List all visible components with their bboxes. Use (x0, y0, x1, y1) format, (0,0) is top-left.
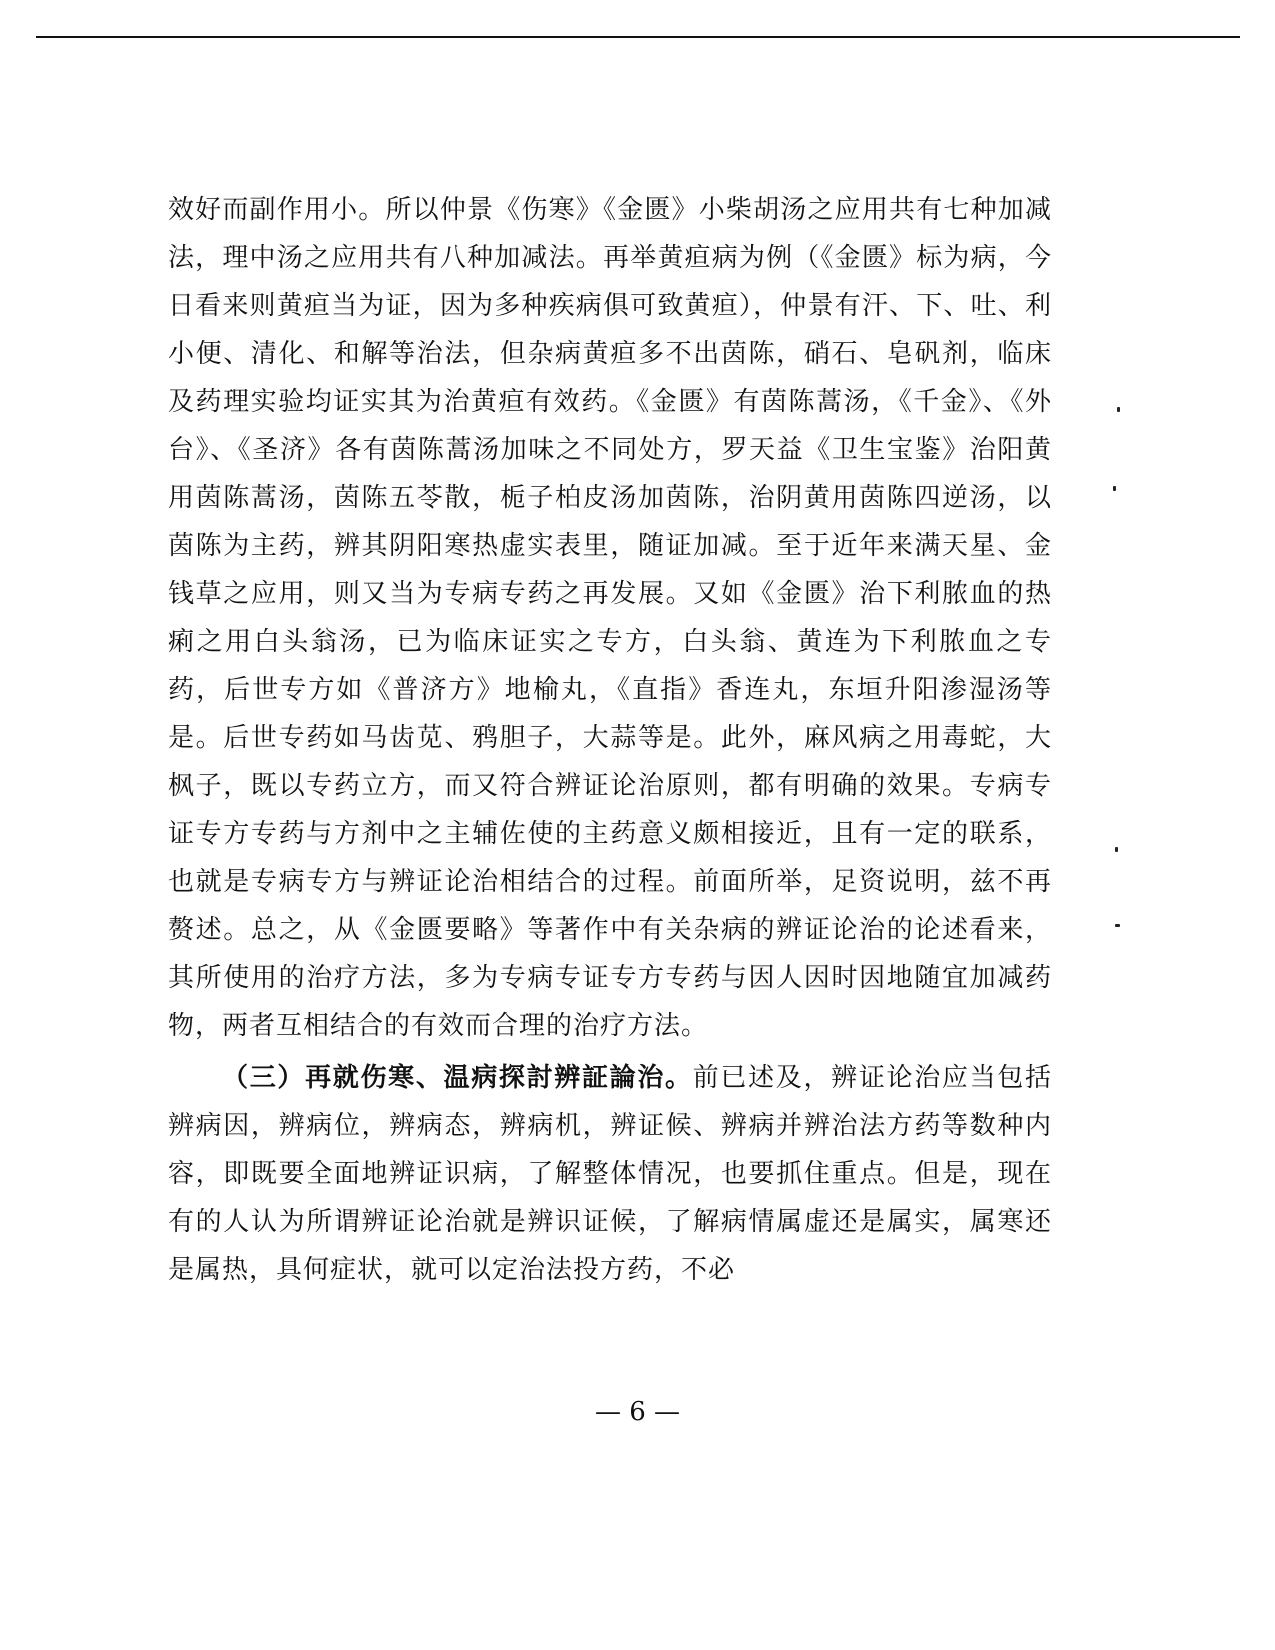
paragraph: 效好而副作用小。所以仲景《伤寒》《金匮》小柴胡汤之应用共有七种加减法，理中汤之应用共有八种加减法。再举黄疸病为例（《金匮》标为病，今日看来则黄疸当为证，因为多种疾病俱可致黄疸），仲景有汗、下、吐、利小便、清化、和解等治法，但杂病黄疸多不出茵陈，硝石、皂矾剂，临床及药理实验均证实其为治黄疸有效药。《金匮》有茵陈蒿汤，《千金》、《外台》、《圣济》各有茵陈蒿汤加味之不同处方，罗天益《卫生宝鉴》治阳黄用茵陈蒿汤，茵陈五苓散，栀子柏皮汤加茵陈，治阴黄用茵陈四逆汤，以茵陈为主药，辨其阴阳寒热虚实表里，随证加减。至于近年来满天星、金钱草之应用，则又当为专病专药之再发展。又如《金匮》治下利脓血的热痢之用白头翁汤，已为临床证实之专方，白头翁、黄连为下利脓血之专药，后世专方如《普济方》地榆丸，《直指》香连丸，东垣升阳渗湿汤等是。后世专药如马齿苋、鸦胆子，大蒜等是。此外，麻风病之用毒蛇，大枫子，既以专药立方，而又符合辨证论治原则，都有明确的效果。专病专证专方专药与方剂中之主辅佐使的主药意义颇相接近，且有一定的联系，也就是专病专方与辨证论治相结合的过程。前面所举，足资说明，兹不再赘述。总之，从《金匮要略》等著作中有关杂病的辨证论治的论述看来，其所使用的治疗方法，多为专病专证专方专药与因人因时因地随宜加减药物，两者互相结合的有效而合理的治疗方法。 (168, 195, 1052, 1041)
page-body (168, 186, 1052, 1294)
paragraph-text: 前已述及，辨证论治应当包括辨病因，辨病位，辨病态，辨病机，辨证候、辨病并辨治法方药等数种内容，即既要全面地辨证识病，了解整体情况，也要抓住重点。但是，现在有的人认为所谓辨证论治就是辨识证候，了解病情属虚还是属实，属寒还是属热，具何症状，就可以定治法投方药，不必 (168, 1063, 1052, 1285)
scan-speck (1113, 486, 1116, 491)
scan-speck (1117, 407, 1120, 412)
page-number: — 6 — (594, 1397, 681, 1427)
scan-speck (1115, 924, 1120, 927)
paragraph (168, 1054, 1052, 1294)
header-rule (36, 36, 1240, 38)
section-heading: （三）再就伤寒、温病探討辨証論治。 (222, 1063, 693, 1093)
scan-speck (1115, 847, 1118, 852)
